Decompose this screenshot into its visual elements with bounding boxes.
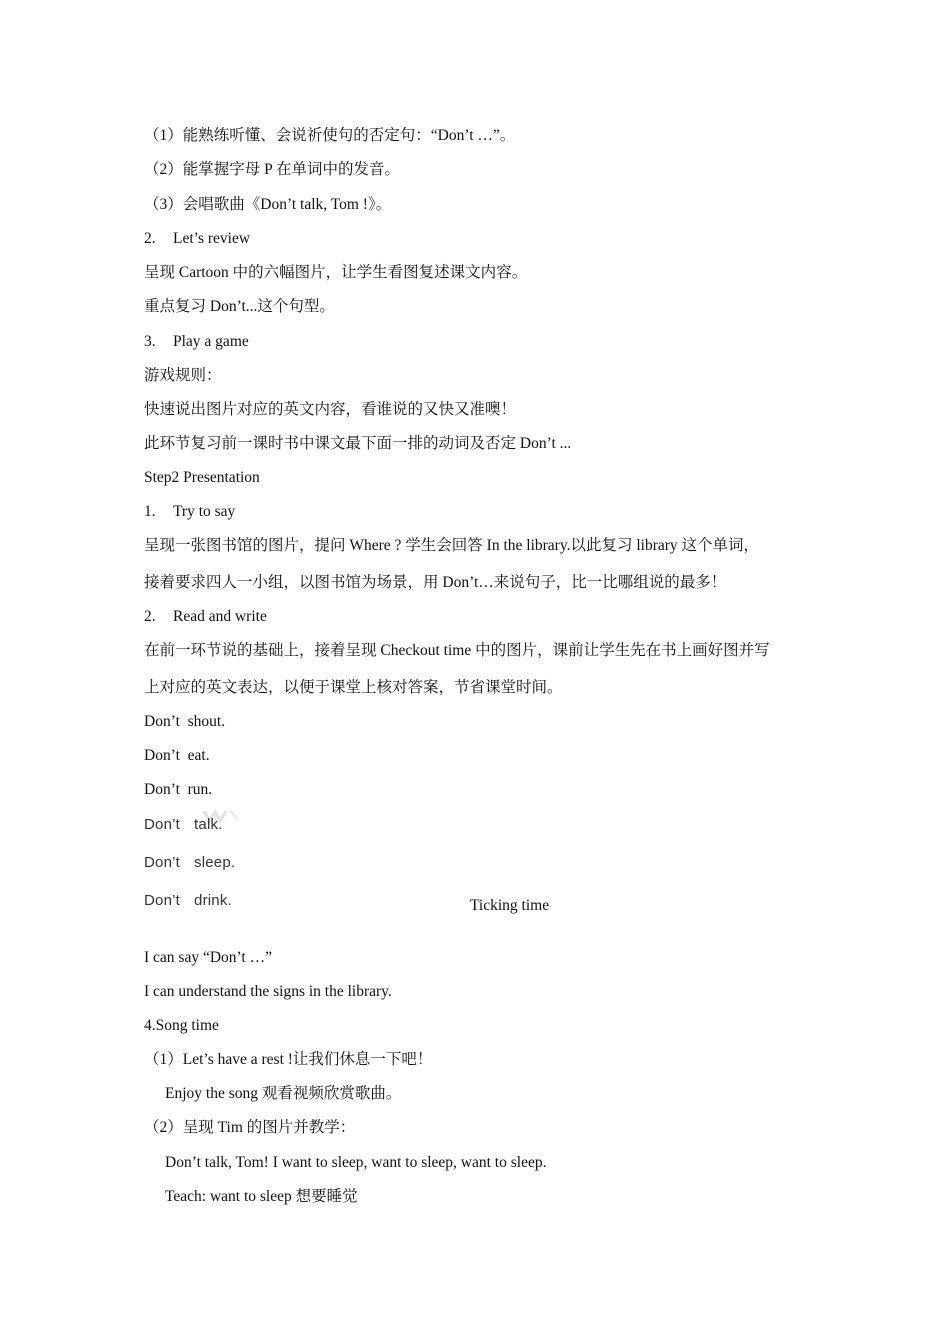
objective-1: （1）能熟练听懂、会说祈使句的否定句：“Don’t …”。 [144,127,516,144]
dont-eat: Don’t eat. [144,747,210,764]
game-number: 3. [144,333,156,350]
song-time-heading: 4.Song time [144,1017,219,1034]
game-rules-label: 游戏规则： [144,367,222,384]
try-to-say-line-1: 呈现一张图书馆的图片，提问 Where ? 学生会回答 In the library.以此复习 library 这个单词， [144,537,760,554]
review-heading [144,229,250,249]
dont-sleep-verb: sleep. [194,854,236,871]
review-line-1: 呈现 Cartoon 中的六幅图片，让学生看图复述课文内容。 [144,264,528,281]
song-teach-phrase: Teach: want to sleep 想要睡觉 [165,1188,358,1205]
try-to-say-number: 1. [144,503,156,520]
dont-shout: Don’t shout. [144,713,226,730]
game-review-note: 此环节复习前一课时书中课文最下面一排的动词及否定 Don’t ... [144,435,572,452]
read-write-line-2: 上对应的英文表达，以便于课堂上核对答案，节省课堂时间。 [144,679,563,696]
dont-drink [144,891,232,911]
try-to-say-title: Try to say [173,503,236,520]
review-title: Let’s review [173,230,251,247]
dont-sleep-neg: Don’t [144,854,181,871]
song-step-1: （1）Let’s have a rest !让我们休息一下吧！ [144,1051,433,1068]
dont-run: Don’t run. [144,781,213,798]
song-step-2: （2）呈现 Tim 的图片并教学： [144,1119,356,1136]
try-to-say-heading [144,502,235,522]
read-write-title: Read and write [173,608,267,625]
read-write-line-1: 在前一环节说的基础上，接着呈现 Checkout time 中的图片，课前让学生先在书上画好图并写 [144,642,770,659]
ticking-line-1: I can say “Don’t …” [144,949,272,966]
step2-heading: Step2 Presentation [144,469,260,486]
game-rules-text: 快速说出图片对应的英文内容，看谁说的又快又准噢！ [144,401,517,418]
dont-drink-neg: Don’t [144,892,181,909]
objective-3: （3）会唱歌曲《Don’t talk, Tom !》。 [144,196,392,213]
ticking-line-2: I can understand the signs in the library. [144,983,392,1000]
review-number: 2. [144,230,156,247]
dont-sleep [144,853,235,873]
dont-drink-verb: drink. [194,892,232,909]
read-write-number: 2. [144,608,156,625]
song-step-1-detail: Enjoy the song 观看视频欣赏歌曲。 [165,1085,402,1102]
song-lyrics: Don’t talk, Tom! I want to sleep, want to sleep, want to sleep. [165,1154,547,1171]
review-line-2: 重点复习 Don’t...这个句型。 [144,298,335,315]
ticking-time-title: Ticking time [470,897,550,914]
game-heading [144,332,249,352]
dont-talk-verb: talk. [194,816,223,833]
dont-talk-neg: Don’t [144,816,181,833]
objective-2: （2）能掌握字母 P 在单词中的发音。 [144,161,401,178]
try-to-say-line-2: 接着要求四人一小组，以图书馆为场景，用 Don’t…来说句子，比一比哪组说的最多！ [144,574,727,591]
game-title: Play a game [173,333,249,350]
read-write-heading [144,607,267,627]
dont-talk [144,815,223,835]
